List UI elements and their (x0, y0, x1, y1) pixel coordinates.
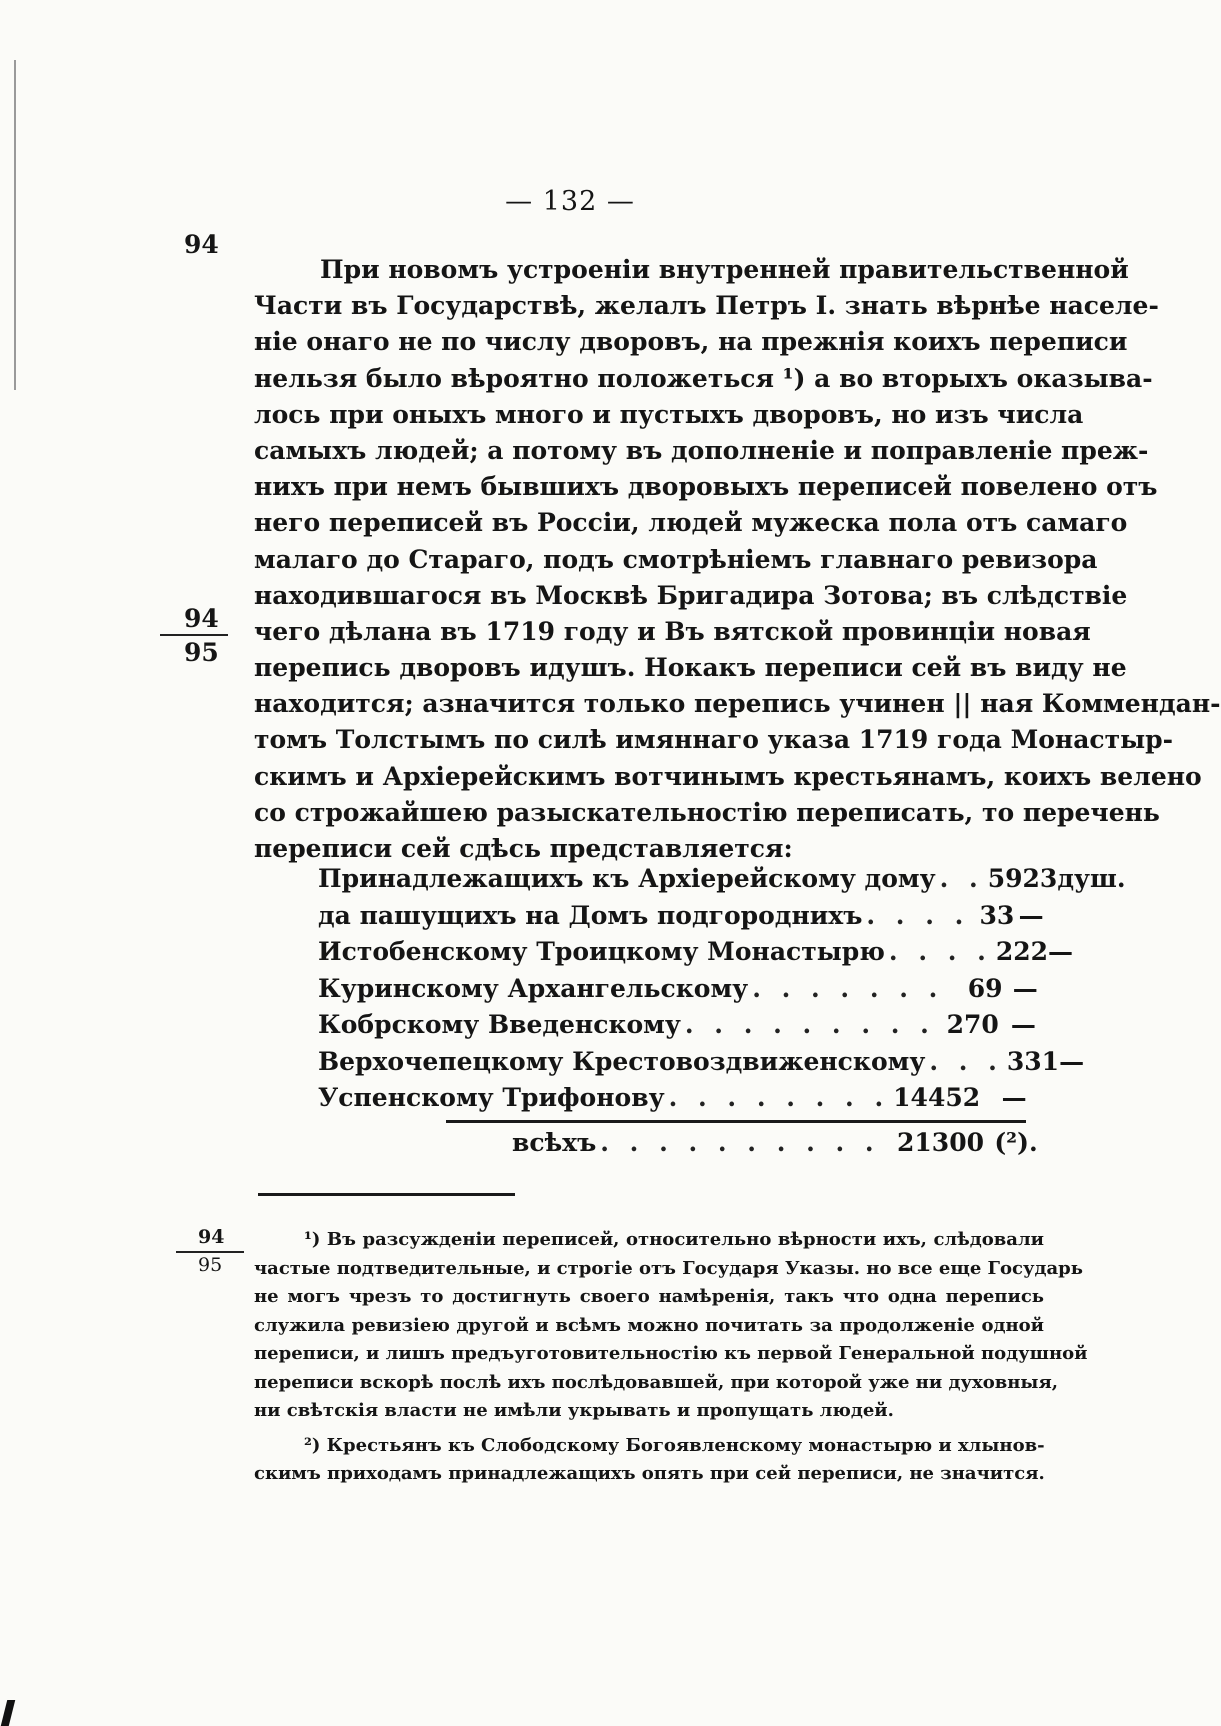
row-label: да пашущихъ на Домъ подгороднихъ (318, 900, 863, 930)
paragraph-line: находившагося въ Москвѣ Бригадира Зотова; въ слѣдствіе (254, 580, 1128, 610)
paragraph-line: со строжайшею разыскательностію переписать, то перечень (254, 797, 1160, 827)
table-row (318, 1010, 1048, 1047)
row-unit: — (1048, 937, 1074, 966)
row-unit: душ. (1057, 864, 1126, 893)
footnote-line: скимъ приходамъ принадлежащихъ опять при сей переписи, не значится. (254, 1463, 1045, 1484)
paragraph-line: нихъ при немъ бывшихъ дворовыхъ переписей повелено отъ (254, 472, 1158, 502)
footnote-line: ¹) Въ разсужденіи переписей, относительно вѣрности ихъ, слѣдовали (304, 1229, 1044, 1250)
table-row (318, 974, 1048, 1011)
row-value: 69 (967, 973, 1003, 1003)
table-row (318, 901, 1048, 938)
row-label: Куринскому Архангельскому (318, 973, 749, 1003)
footnote-margin-top: 94 (198, 1226, 225, 1248)
leader-dots: . . . (929, 1046, 1003, 1076)
footnote-line: переписи, и лишъ предъуготовительностію къ первой Генеральной подушной (254, 1343, 1088, 1364)
paragraph-line: перепись дворовъ идушъ. Нокакъ переписи сей въ виду не (254, 653, 1127, 683)
footnotes (254, 1226, 1088, 1489)
leader-dots: . . . . . . . (752, 973, 944, 1003)
paragraph-line: ніе онаго не по числу дворовъ, на прежнія коихъ переписи (254, 327, 1128, 357)
paragraph-line: При новомъ устроеніи внутренней правительственной (320, 255, 1129, 284)
scan-edge (14, 60, 16, 390)
paragraph-line: находится; азначится только перепись учинен || ная Коммендан- (254, 689, 1221, 719)
row-label: Принадлежащихъ къ Архіерейскому дому (318, 864, 936, 893)
row-label: Кобрскому Введенскому (318, 1010, 681, 1039)
footnote-line: не могъ чрезъ то достигнуть своего намѣренія, такъ что одна перепись (254, 1286, 1044, 1307)
table-row (318, 1046, 1085, 1084)
footnote-line: переписи вскорѣ послѣ ихъ послѣдовавшей, при которой уже ни духовныя, (254, 1371, 1059, 1393)
footnote-separator (258, 1193, 515, 1196)
total-label: всѣхъ (512, 1128, 597, 1157)
row-value: 5923 (987, 864, 1058, 893)
margin-split-bottom: 95 (184, 638, 219, 667)
footnote-line: ²) Крестьянъ къ Слободскому Богоявленскому монастырю и хлынов- (304, 1434, 1045, 1456)
leader-dots: . . . . . . . . (668, 1083, 890, 1112)
margin-split-top: 94 (184, 604, 219, 633)
table-row (318, 1083, 1048, 1120)
footnote-line: служила ревизіею другой и всѣмъ можно почитать за продолженіе одной (254, 1314, 1044, 1336)
paragraph-line: самыхъ людей; а потому въ дополненіе и поправленіе преж- (254, 435, 1149, 465)
table-row (318, 864, 1126, 901)
scan-mark (1, 1700, 15, 1726)
total-rule (446, 1120, 1026, 1123)
main-paragraph (254, 252, 1221, 867)
total-note: (²). (994, 1128, 1038, 1157)
paragraph-line: нельзя было вѣроятно положеться ¹) а во вторыхъ оказыва- (254, 363, 1153, 393)
paragraph-line: скимъ и Архіерейскимъ вотчинымъ крестьянамъ, коихъ велено (254, 761, 1202, 791)
row-unit: — (1001, 1083, 1027, 1112)
row-value: 14452 (893, 1083, 981, 1112)
row-label: Успенскому Трифонову (318, 1083, 665, 1112)
paragraph-line: томъ Толстымъ по силѣ имяннаго указа 1719 года Монастыр- (254, 725, 1174, 755)
row-value: 33 (979, 900, 1015, 930)
row-value: 222 (995, 937, 1049, 966)
paragraph-line: переписи сей сдѣсь представляется: (254, 834, 793, 863)
paragraph-line: него переписей въ Россіи, людей мужеска пола отъ самаго (254, 508, 1128, 538)
paragraph-line: малаго до Стараго, подъ смотрѣніемъ главнаго ревизора (254, 544, 1098, 574)
paragraph-line: чего дѣлана въ 1719 году и Въ вятской провинціи новая (254, 616, 1091, 646)
page-number: — 132 — (505, 186, 635, 217)
footnote-line: ни свѣтскія власти не имѣли укрывать и пропущать людей. (254, 1400, 894, 1421)
footnote-margin-rule (176, 1251, 244, 1253)
row-label: Верхочепецкому Крестовоздвиженскому (318, 1046, 926, 1076)
census-table (318, 864, 1126, 1120)
row-value: 270 (946, 1010, 999, 1039)
footnote-margin-bottom: 95 (198, 1254, 223, 1276)
paragraph-line: Части въ Государствѣ, желалъ Петръ I. знать вѣрнѣе населе- (254, 291, 1159, 321)
row-unit: — (1018, 900, 1044, 930)
leader-dots: . . . . (866, 900, 970, 930)
margin-page-ref: 94 (184, 230, 219, 259)
leader-dots: . . (939, 864, 984, 893)
total-row (512, 1128, 1048, 1165)
footnote-line: частые подтведительные, и строгіе отъ Государя Указы. но все еще Государь (254, 1257, 1083, 1279)
row-value: 331 (1006, 1046, 1060, 1076)
leader-dots: . . . . (888, 937, 992, 966)
total-value: 21300 (897, 1128, 984, 1157)
table-row (318, 937, 1074, 974)
margin-split-rule (160, 634, 228, 636)
leader-dots: . . . . . . . . . . (600, 1128, 880, 1157)
row-label: Истобенскому Троицкому Монастырю (318, 937, 885, 966)
row-unit: — (1059, 1046, 1085, 1076)
paragraph-line: лось при оныхъ много и пустыхъ дворовъ, но изъ числа (254, 399, 1084, 429)
row-unit: — (1010, 1010, 1036, 1039)
leader-dots: . . . . . . . . . (684, 1010, 935, 1039)
row-unit: — (1012, 973, 1038, 1003)
